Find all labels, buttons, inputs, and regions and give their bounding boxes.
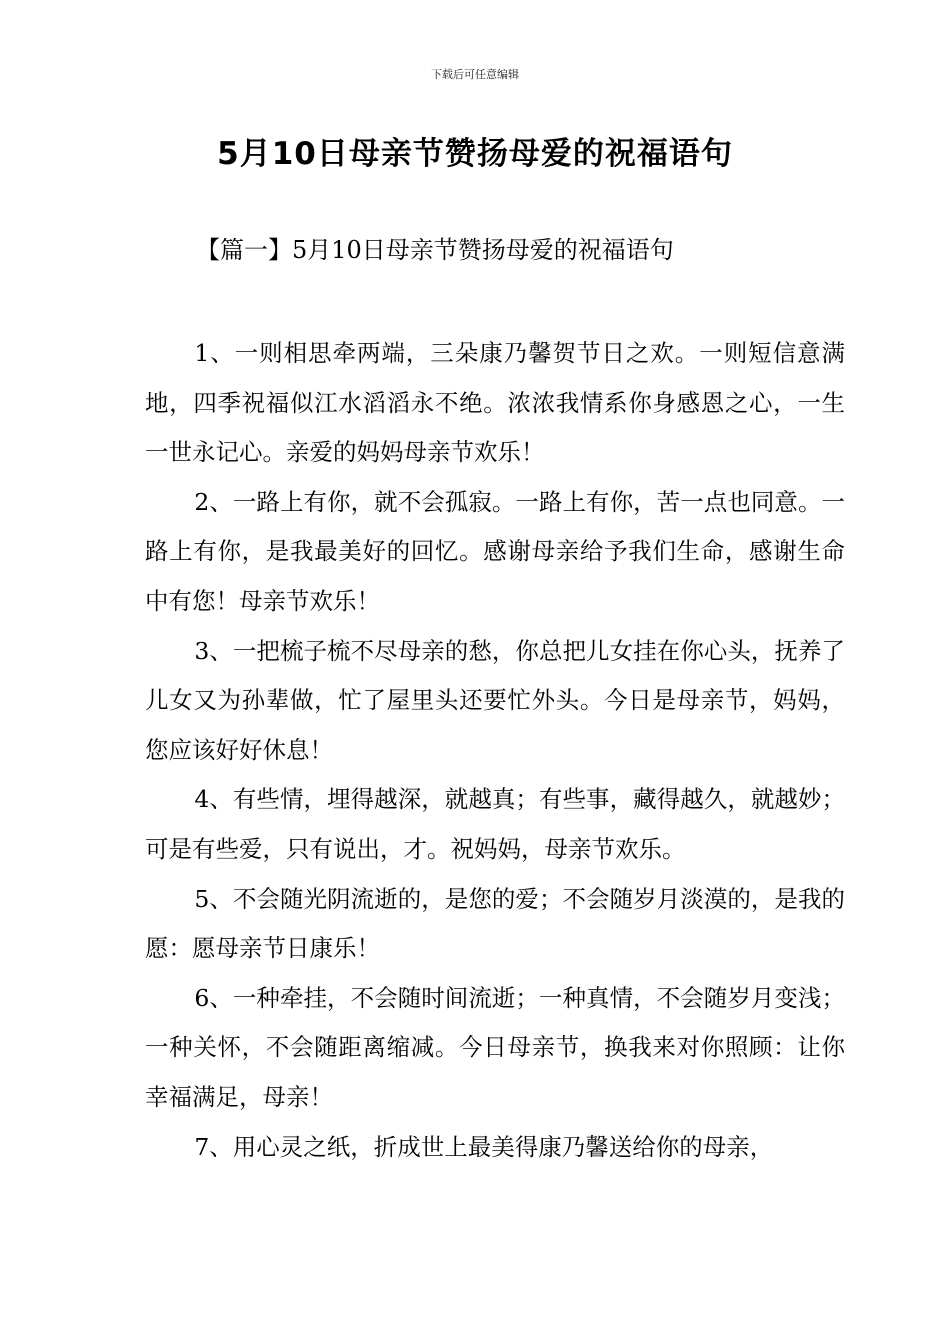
paragraph-5: 5、不会随光阴流逝的，是您的爱；不会随岁月淡漠的，是我的愿：愿母亲节日康乐！ [145, 884, 845, 963]
document-body [145, 329, 845, 1172]
paragraph-1: 1、一则相思牵两端，三朵康乃馨贺节日之欢。一则短信意满地，四季祝福似江水滔滔永不绝。浓浓我情系你身感恩之心，一生一世永记心。亲爱的妈妈母亲节欢乐！ [145, 339, 845, 467]
paragraph-3: 3、一把梳子梳不尽母亲的愁，你总把儿女挂在你心头，抚养了儿女又为孙辈做，忙了屋里头还要忙外头。今日是母亲节，妈妈，您应该好好休息！ [145, 636, 845, 764]
document-title: 5月10日母亲节赞扬母爱的祝福语句 [217, 136, 733, 172]
paragraph-6: 6、一种牵挂，不会随时间流逝；一种真情，不会随岁月变浅；一种关怀，不会随距离缩减。今日母亲节，换我来对你照顾：让你幸福满足，母亲！ [145, 983, 845, 1111]
header-note: 下载后可任意编辑 [431, 68, 519, 81]
section-heading: 【篇一】5月10日母亲节赞扬母爱的祝福语句 [196, 236, 674, 264]
paragraph-4: 4、有些情，埋得越深，就越真；有些事，藏得越久，就越妙；可是有些爱，只有说出，才。祝妈妈，母亲节欢乐。 [145, 785, 845, 863]
paragraph-2: 2、一路上有你，就不会孤寂。一路上有你，苦一点也同意。一路上有你，是我最美好的回忆。感谢母亲给予我们生命，感谢生命中有您！母亲节欢乐！ [145, 487, 845, 615]
paragraph-7: 7、用心灵之纸，折成世上最美得康乃馨送给你的母亲， [194, 1132, 774, 1161]
